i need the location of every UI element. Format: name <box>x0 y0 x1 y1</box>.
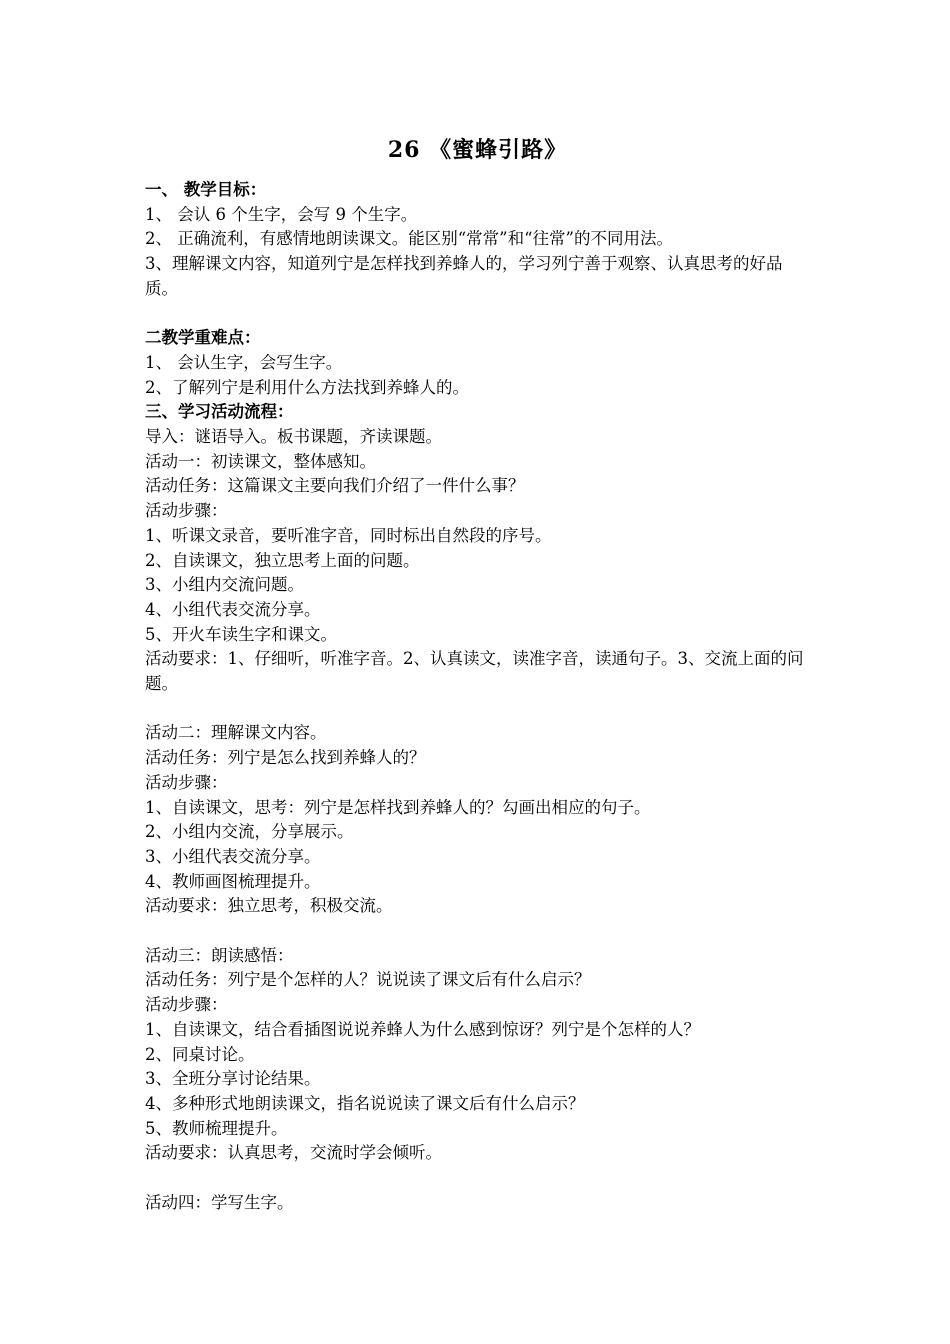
body-line: 1、听课文录音，要听准字音，同时标出自然段的序号。 <box>145 525 552 545</box>
body-line: 活动任务：这篇课文主要向我们介绍了一件什么事？ <box>145 476 525 496</box>
body-line: 3、理解课文内容，知道列宁是怎样找到养蜂人的，学习列宁善于观察、认真思考的好品质。 <box>145 254 783 298</box>
section-heading: 二教学重难点： <box>145 328 261 348</box>
body-line: 1、 会认 6 个生字，会写 9 个生字。 <box>145 204 418 224</box>
body-line: 活动二：理解课文内容。 <box>145 723 327 743</box>
section-heading: 三、学习活动流程： <box>145 402 294 422</box>
body-line: 5、教师梳理提升。 <box>145 1118 288 1138</box>
document-title: 26 《蜜蜂引路》 <box>387 137 568 163</box>
body-line: 活动任务：列宁是怎么找到养蜂人的？ <box>145 748 426 768</box>
blank-line <box>145 697 810 722</box>
body-line: 活动步骤： <box>145 995 228 1015</box>
body-line: 5、开火车读生字和课文。 <box>145 624 337 644</box>
body-line: 1、 会认生字，会写生字。 <box>145 352 343 372</box>
body-line: 活动要求：独立思考，积极交流。 <box>145 896 393 916</box>
body-line: 1、自读课文，思考：列宁是怎样找到养蜂人的？勾画出相应的句子。 <box>145 797 651 817</box>
blank-line <box>145 919 810 944</box>
body-line: 4、多种形式地朗读课文，指名说说读了课文后有什么启示？ <box>145 1093 585 1113</box>
body-line: 活动要求：认真思考，交流时学会倾听。 <box>145 1143 442 1163</box>
body-line: 活动要求：1、仔细听，听准字音。2、认真读文，读准字音，读通句子。3、交流上面的问题。 <box>145 649 804 694</box>
document-body <box>145 178 810 1215</box>
body-line: 活动步骤： <box>145 772 228 792</box>
section-heading: 一、 教学目标： <box>145 180 267 199</box>
body-line: 2、自读课文，独立思考上面的问题。 <box>145 550 420 570</box>
document-page <box>145 130 810 1215</box>
body-line: 3、小组代表交流分享。 <box>145 846 321 866</box>
body-line: 2、同桌讨论。 <box>145 1044 255 1064</box>
body-line: 3、全班分享讨论结果。 <box>145 1069 321 1089</box>
body-line: 活动任务：列宁是个怎样的人？说说读了课文后有什么启示？ <box>145 970 591 990</box>
body-line: 活动步骤： <box>145 501 228 521</box>
body-line: 2、小组内交流，分享展示。 <box>145 822 354 842</box>
body-line: 4、教师画图梳理提升。 <box>145 871 321 891</box>
body-line: 活动四：学写生字。 <box>145 1192 294 1212</box>
body-line: 3、小组内交流问题。 <box>145 575 304 595</box>
body-line: 2、 正确流利，有感情地朗读课文。能区别“常常”和“往常”的不同用法。 <box>145 229 673 249</box>
body-line: 活动一：初读课文，整体感知。 <box>145 451 376 471</box>
body-line: 4、小组代表交流分享。 <box>145 599 321 619</box>
body-line: 2、了解列宁是利用什么方法找到养蜂人的。 <box>145 377 469 397</box>
body-line: 活动三：朗读感悟： <box>145 945 294 965</box>
body-line: 导入：谜语导入。板书课题，齐读课题。 <box>145 427 442 447</box>
body-line: 1、自读课文，结合看插图说说养蜂人为什么感到惊讶？列宁是个怎样的人？ <box>145 1019 700 1039</box>
blank-line <box>145 302 810 327</box>
blank-line <box>145 1166 810 1191</box>
